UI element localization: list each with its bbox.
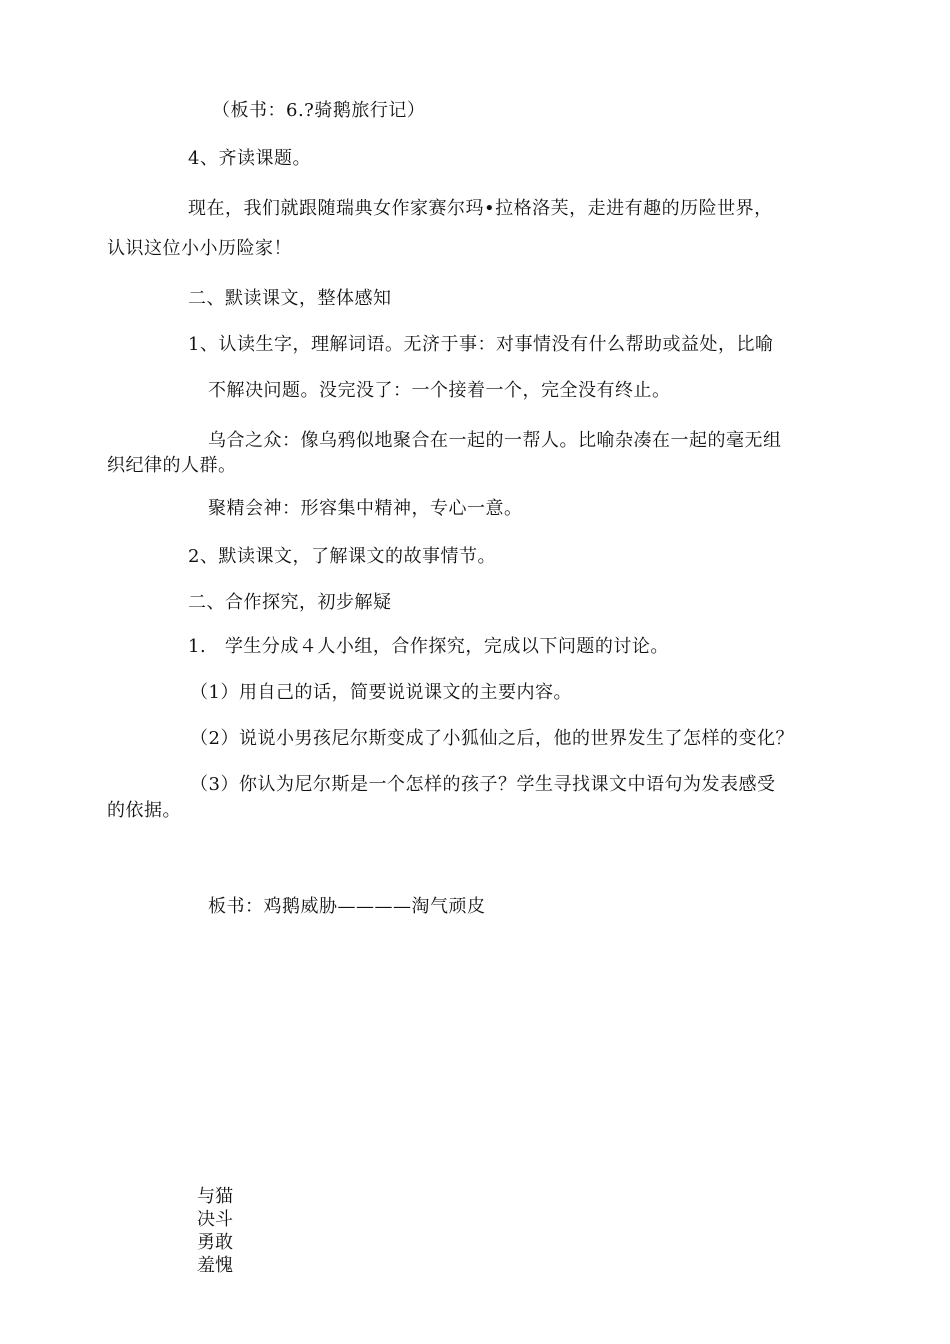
- vocab-line-4: 织纪律的人群。: [107, 455, 237, 476]
- board-title-line: （板书：6.?骑鹅旅行记）: [212, 100, 426, 121]
- group-discussion-line: 1. 学生分成４人小组，合作探究，完成以下问题的讨论。: [188, 636, 669, 657]
- intro-paragraph-line-2: 认识这位小小历险家！: [107, 238, 292, 259]
- question-2: （2）说说小男孩尼尔斯变成了小狐仙之后，他的世界发生了怎样的变化？: [190, 728, 794, 749]
- section-heading-silent-reading: 二、默读课文，整体感知: [188, 288, 392, 309]
- intro-paragraph-line-1: 现在，我们就跟随瑞典女作家赛尔玛•拉格洛芙，走进有趣的历险世界，: [188, 198, 773, 219]
- section-heading-cooperation: 二、合作探究，初步解疑: [188, 592, 392, 613]
- question-1: （1）用自己的话，简要说说课文的主要内容。: [190, 682, 572, 703]
- question-3-line-1: （3）你认为尼尔斯是一个怎样的孩子？学生寻找课文中语句为发表感受: [190, 774, 776, 795]
- vocab-line-1: 1、认读生字，理解词语。无济于事：对事情没有什么帮助或益处，比喻: [188, 334, 774, 355]
- board-word: 决斗: [197, 1209, 233, 1230]
- board-word-stack: [197, 1185, 233, 1277]
- board-word: 勇敢: [197, 1232, 233, 1253]
- step-story-plot: 2、默读课文，了解课文的故事情节。: [188, 546, 496, 567]
- board-note-line: 板书：鸡鹅威胁————淘气顽皮: [208, 896, 486, 917]
- board-word: 羞愧: [197, 1255, 233, 1276]
- question-3-line-2: 的依据。: [107, 800, 181, 821]
- vocab-line-5: 聚精会神：形容集中精神，专心一意。: [208, 498, 523, 519]
- step-read-title: 4、齐读课题。: [188, 148, 311, 169]
- board-word: 与猫: [197, 1186, 233, 1207]
- vocab-line-2: 不解决问题。没完没了：一个接着一个，完全没有终止。: [208, 380, 671, 401]
- vocab-line-3: 乌合之众：像乌鸦似地聚合在一起的一帮人。比喻杂凑在一起的毫无组: [208, 430, 782, 451]
